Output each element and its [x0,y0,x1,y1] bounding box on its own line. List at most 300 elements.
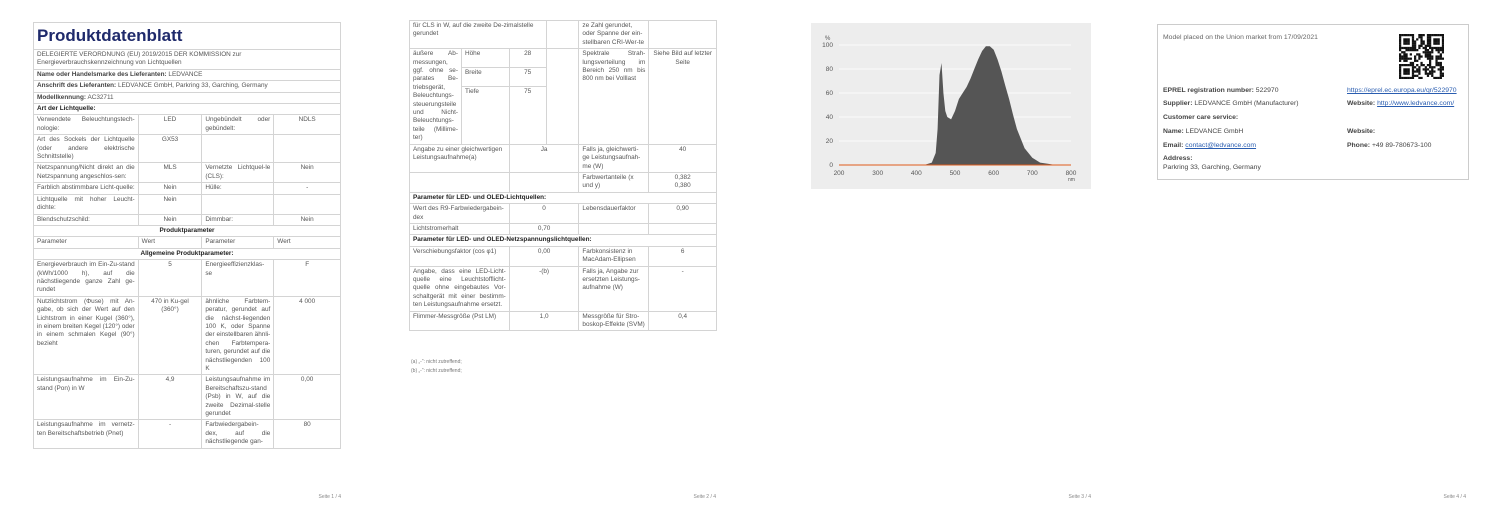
col-header: Wert [138,237,202,248]
spectral-label: Spektrale Strah-lungsverteilung im Bereich 250 nm bis 800 nm bei Volllast [579,49,649,144]
qr-module [1440,53,1442,55]
y-tick-label: 20 [825,138,833,145]
qr-module [1438,40,1440,42]
cell: Leistungsaufnahme im vernetz-ten Bereitschaftsbetrieb (Pnet) [34,420,139,448]
qr-module [1410,64,1412,66]
cell: Nein [138,214,202,225]
cell: ze Zahl gerundet, oder Spanne der ein-stellbaren CRI-Wer-te [579,21,649,49]
spectral-value: Siehe Bild auf letzter Seite [649,49,717,144]
qr-module [1429,70,1431,72]
qr-module [1416,70,1418,72]
x-axis-label: nm [1068,177,1075,183]
qr-module [1427,53,1429,55]
qr-module [1429,34,1431,36]
qr-module [1408,58,1410,60]
qr-module [1410,58,1412,60]
qr-module [1427,64,1429,66]
qr-module [1425,70,1427,72]
website-link[interactable]: http://www.ledvance.com/ [1377,100,1455,107]
qr-module [1405,55,1407,57]
cell: Ungebündelt oder gebündelt: [202,115,274,135]
qr-module [1408,73,1410,75]
column-header-row [34,237,341,248]
cell: 0,382 0,380 [649,172,717,192]
qr-module [1410,47,1412,49]
qr-module [1433,70,1435,72]
qr-module [1412,62,1414,64]
qr-module [1412,36,1414,38]
qr-module [1414,40,1416,42]
qr-module [1401,51,1403,53]
qr-module [1408,70,1410,72]
qr-module [1399,40,1401,42]
page-2 [375,0,750,530]
qr-module [1431,47,1433,49]
qr-module [1405,77,1407,79]
phone-value: +49 89-780673-100 [1371,142,1432,149]
cell: Angabe, dass eine LED-Licht-quelle eine Leuchtstofflicht-quelle ohne eingebautes Vor-schaltgerät mit einer bestimm-ten Leistungsaufnahme ersetzt. [410,266,510,311]
cell: Leistungsaufnahme im Ein-Zu-stand (Pon) in W [34,375,139,420]
qr-module [1408,64,1410,66]
qr-module [1427,34,1429,36]
footnote-b: (b) „-“: nicht zutreffend; [411,368,462,374]
qr-module [1416,53,1418,55]
cell: Dimmbar: [202,214,274,225]
qr-module [1420,38,1422,40]
qr-code-icon [1399,34,1444,79]
qr-module [1420,43,1422,45]
qr-module [1399,64,1401,66]
qr-module [1399,58,1401,60]
qr-module [1405,53,1407,55]
address-value: LEDVANCE GmbH, Parkring 33, Garching, Germany [117,82,268,90]
qr-module [1403,40,1405,42]
qr-module [1433,34,1435,36]
qr-module [1431,68,1433,70]
qr-module [1423,40,1425,42]
qr-module [1440,47,1442,49]
cell: Lebensdauerfaktor [579,204,649,224]
qr-module [1429,38,1431,40]
cell: Nein [274,163,341,183]
qr-module [1442,73,1444,75]
qr-module [1435,58,1437,60]
qr-module [1431,34,1433,36]
qr-module [1401,34,1403,36]
qr-module [1405,43,1407,45]
cell: Energieeffizienzklas-se [202,260,274,297]
qr-module [1431,73,1433,75]
eprel-link-row [1347,87,1457,94]
x-tick-label: 800 [1065,170,1077,177]
name-row [1163,128,1243,135]
page-footer: Seite 3 / 4 [1068,494,1091,500]
qr-module [1425,51,1427,53]
cell: 0,90 [649,204,717,224]
qr-module [1412,73,1414,75]
page-title: Produktdatenblatt [34,23,341,50]
name-label: Name: [1163,128,1184,135]
qr-module [1418,73,1420,75]
qr-module [1403,77,1405,79]
phone-row [1347,142,1431,149]
qr-module [1427,38,1429,40]
cell [202,194,274,214]
qr-module [1433,47,1435,49]
page-4 [1125,0,1500,530]
qr-module [1399,38,1401,40]
cell: Nein [138,183,202,194]
qr-module [1412,34,1414,36]
regulation-subtitle: DELEGIERTE VERORDNUNG (EU) 2019/2015 DER KOMMISSION zur Energieverbrauchskennzeichnung von Lichtquellen [34,50,341,70]
qr-module [1438,68,1440,70]
table-row [410,204,717,224]
qr-module [1435,47,1437,49]
qr-module [1442,47,1444,49]
qr-module [1403,68,1405,70]
y-tick-label: 40 [825,114,833,121]
market-date: Model placed on the Union market from 17/09/2021 [1163,34,1318,41]
qr-module [1425,73,1427,75]
cell: Verwendete Beleuchtungstech-nologie: [34,115,139,135]
qr-module [1412,45,1414,47]
cell: Verschiebungsfaktor (cos φ1) [410,246,510,266]
qr-module [1399,70,1401,72]
qr-module [1414,66,1416,68]
qr-module [1403,73,1405,75]
qr-module [1410,49,1412,51]
qr-module [1401,77,1403,79]
qr-module [1435,64,1437,66]
qr-module [1403,47,1405,49]
qr-module [1429,51,1431,53]
model-value: AC32711 [87,93,114,101]
qr-module [1435,40,1437,42]
qr-module [1408,38,1410,40]
qr-module [1435,38,1437,40]
qr-module [1438,77,1440,79]
eprel-number: 522970 [1255,87,1279,94]
cell: 4 000 [274,296,341,375]
qr-module [1399,49,1401,51]
qr-module [1433,38,1435,40]
qr-module [1412,75,1414,77]
qr-module [1401,64,1403,66]
dimensions-row [410,49,717,68]
qr-module [1405,40,1407,42]
qr-module [1420,77,1422,79]
qr-module [1412,66,1414,68]
cell: Leistungsaufnahme im Bereitschaftszu-stand (Psb) in W, auf die zweite Dezimal-stelle gerundet [202,375,274,420]
col-header: Parameter [202,237,274,248]
qr-module [1440,58,1442,60]
cell: Nein [274,214,341,225]
datasheet-table-p1 [33,22,341,449]
qr-module [1412,49,1414,51]
cell: 5 [138,260,202,297]
cell: MLS [138,163,202,183]
qr-module [1418,70,1420,72]
table-row [34,115,341,135]
cell [202,135,274,163]
cell: 0,70 [509,223,579,234]
qr-module [1442,75,1444,77]
datasheet-table-p2 [409,20,717,331]
qr-module [1399,34,1401,36]
y-tick-label: 100 [822,42,833,49]
qr-module [1414,47,1416,49]
qr-module [1405,70,1407,72]
cell: - [649,266,717,311]
table-row [34,135,341,163]
table-row [34,375,341,420]
x-tick-label: 400 [910,170,922,177]
qr-module [1412,70,1414,72]
cell: Art des Sockels der Lichtquelle (oder andere elektrische Schnittstelle) [34,135,139,163]
qr-module [1416,60,1418,62]
qr-module [1405,47,1407,49]
qr-module [1420,45,1422,47]
qr-module [1431,75,1433,77]
qr-module [1427,68,1429,70]
address-label-row [1163,155,1192,162]
table-row [410,223,717,234]
qr-module [1418,47,1420,49]
qr-module [1416,75,1418,77]
qr-module [1420,40,1422,42]
qr-module [1423,34,1425,36]
model-row [34,92,341,103]
qr-module [1427,36,1429,38]
qr-module [1431,66,1433,68]
qr-module [1429,36,1431,38]
qr-module [1403,58,1405,60]
phone-label: Phone: [1347,142,1371,149]
qr-module [1418,34,1420,36]
qr-module [1403,70,1405,72]
address-value: Parkring 33, Garching, Germany [1163,164,1261,171]
name-value: LEDVANCE GmbH [1185,128,1244,135]
qr-module [1431,55,1433,57]
table-row [34,194,341,214]
cell: 470 in Ku-gel (360°) [138,296,202,375]
cell: - [138,420,202,448]
qr-module [1412,68,1414,70]
care-label: Customer care service: [1163,114,1239,121]
qr-module [1442,34,1444,36]
cell: 75 [509,67,546,86]
cell: Hülle: [202,183,274,194]
cell: Nutzlichtstrom (Φuse) mit An-gabe, ob sich der Wert auf den Lichtstrom in einer Kugel (360°), in einem breiten Kegel (120°) oder in einem schmalen Kegel (90°) bezieht [34,296,139,375]
qr-module [1435,62,1437,64]
qr-module [1405,49,1407,51]
qr-module [1423,51,1425,53]
y-tick-label: 60 [825,90,833,97]
qr-module [1429,43,1431,45]
qr-module [1431,51,1433,53]
qr-module [1420,55,1422,57]
qr-module [1408,68,1410,70]
qr-module [1440,73,1442,75]
cell: Farblich abstimmbare Licht-quelle: [34,183,139,194]
qr-module [1435,60,1437,62]
cell: Vernetzte Lichtquel-le (CLS): [202,163,274,183]
cell: Farbwertanteile (x und y) [579,172,649,192]
table-row [34,183,341,194]
table-row [34,163,341,183]
qr-module [1440,49,1442,51]
product-params-header: Produktparameter [34,225,341,236]
qr-module [1442,43,1444,45]
qr-module [1408,47,1410,49]
qr-module [1399,53,1401,55]
qr-module [1442,51,1444,53]
qr-module [1412,77,1414,79]
model-label: Modellkennung: [37,93,86,101]
qr-module [1433,43,1435,45]
cell: Energieverbrauch im Ein-Zu-stand (kWh/1000 h), auf die nächstliegende ganze Zahl ge-rundet [34,260,139,297]
qr-module [1418,58,1420,60]
y-tick-label: 0 [829,162,833,169]
qr-module [1403,51,1405,53]
eprel-link[interactable]: https://eprel.ec.europa.eu/qr/522970 [1347,87,1457,94]
qr-module [1425,47,1427,49]
x-tick-label: 500 [949,170,961,177]
cell [274,135,341,163]
email-label: Email: [1163,142,1184,149]
qr-module [1427,40,1429,42]
spectral-distribution-chart [811,23,1091,189]
qr-module [1423,68,1425,70]
qr-module [1412,64,1414,66]
qr-module [1418,77,1420,79]
qr-module [1399,60,1401,62]
qr-module [1408,34,1410,36]
qr-module [1401,47,1403,49]
table-row [410,172,717,192]
cell: 0,00 [509,246,579,266]
qr-module [1405,73,1407,75]
eprel-label: EPREL registration number: [1163,87,1254,94]
cell: 80 [274,420,341,448]
cell: ähnliche Farbtem-peratur, gerundet auf die nächst-liegenden 100 K, oder Spanne der einstellbaren ähnli-chen Farbtempera-turen, gerundet auf die nächstliegenden 100 K [202,296,274,375]
qr-module [1405,38,1407,40]
dimensions-label: äußere Ab-messungen, ggf. ohne se-parates Be-triebsgerät, Beleuchtungs-steuerungsteile und Nicht-Beleuchtungs-teile (Millime-ter) [410,49,462,144]
qr-module [1412,40,1414,42]
qr-module [1427,55,1429,57]
qr-module [1435,55,1437,57]
col-header: Wert [274,237,341,248]
qr-module [1435,34,1437,36]
type-header: Art der Lichtquelle: [34,104,341,115]
qr-module [1399,68,1401,70]
qr-module [1418,53,1420,55]
qr-module [1438,55,1440,57]
supplier-row [1163,100,1298,107]
qr-module [1423,43,1425,45]
qr-module [1440,64,1442,66]
cell: F [274,260,341,297]
cell [274,194,341,214]
qr-module [1438,58,1440,60]
qr-module [1425,45,1427,47]
qr-module [1414,75,1416,77]
qr-module [1408,49,1410,51]
cell: Angabe zu einer gleichwertigen Leistungsaufnahme(a) [410,144,510,172]
qr-module [1429,73,1431,75]
qr-module [1433,66,1435,68]
qr-module [1416,49,1418,51]
qr-module [1403,55,1405,57]
qr-module [1438,38,1440,40]
qr-module [1442,68,1444,70]
cell: 28 [509,49,546,68]
cell: 0 [509,204,579,224]
qr-module [1440,34,1442,36]
qr-module [1405,58,1407,60]
qr-module [1403,34,1405,36]
qr-module [1399,47,1401,49]
cell: Farbkonsistenz in MacAdam-Ellipsen [579,246,649,266]
qr-module [1423,64,1425,66]
table-row [410,311,717,331]
qr-module [1427,43,1429,45]
cell: Messgröße für Stro-boskop-Effekte (SVM) [579,311,649,331]
footnote-a: (a) „-“: nicht zutreffend; [411,359,462,365]
qr-module [1429,53,1431,55]
cell: Wert des R9-Farbwiedergabein-dex [410,204,510,224]
qr-module [1418,55,1420,57]
supplier-label: Supplier: [1163,100,1193,107]
qr-module [1429,62,1431,64]
qr-module [1412,38,1414,40]
email-link[interactable]: contact@ledvance.com [1185,142,1257,149]
cell: Farbwiedergabein-dex, auf die nächstliegende gan- [202,420,274,448]
qr-module [1438,47,1440,49]
cell: 1,0 [509,311,579,331]
qr-module [1425,66,1427,68]
qr-module [1412,47,1414,49]
qr-module [1399,77,1401,79]
qr-module [1414,45,1416,47]
qr-module [1429,64,1431,66]
qr-module [1414,43,1416,45]
qr-module [1399,43,1401,45]
qr-module [1440,75,1442,77]
qr-module [1431,49,1433,51]
qr-module [1438,64,1440,66]
cell: - [274,183,341,194]
brand-value: LEDVANCE [168,70,203,78]
x-tick-label: 600 [988,170,1000,177]
cell: 6 [649,246,717,266]
website-label: Website: [1347,100,1376,107]
qr-module [1418,66,1420,68]
qr-module [1442,58,1444,60]
qr-module [1442,66,1444,68]
qr-module [1403,64,1405,66]
cell: 0,00 [274,375,341,420]
qr-module [1433,40,1435,42]
cell: Breite [461,67,509,86]
qr-module [1435,43,1437,45]
y-tick-label: 80 [825,66,833,73]
cell: NDLS [274,115,341,135]
website-row [1347,100,1454,107]
cell: Tiefe [461,86,509,144]
qr-module [1416,68,1418,70]
qr-module [1438,62,1440,64]
